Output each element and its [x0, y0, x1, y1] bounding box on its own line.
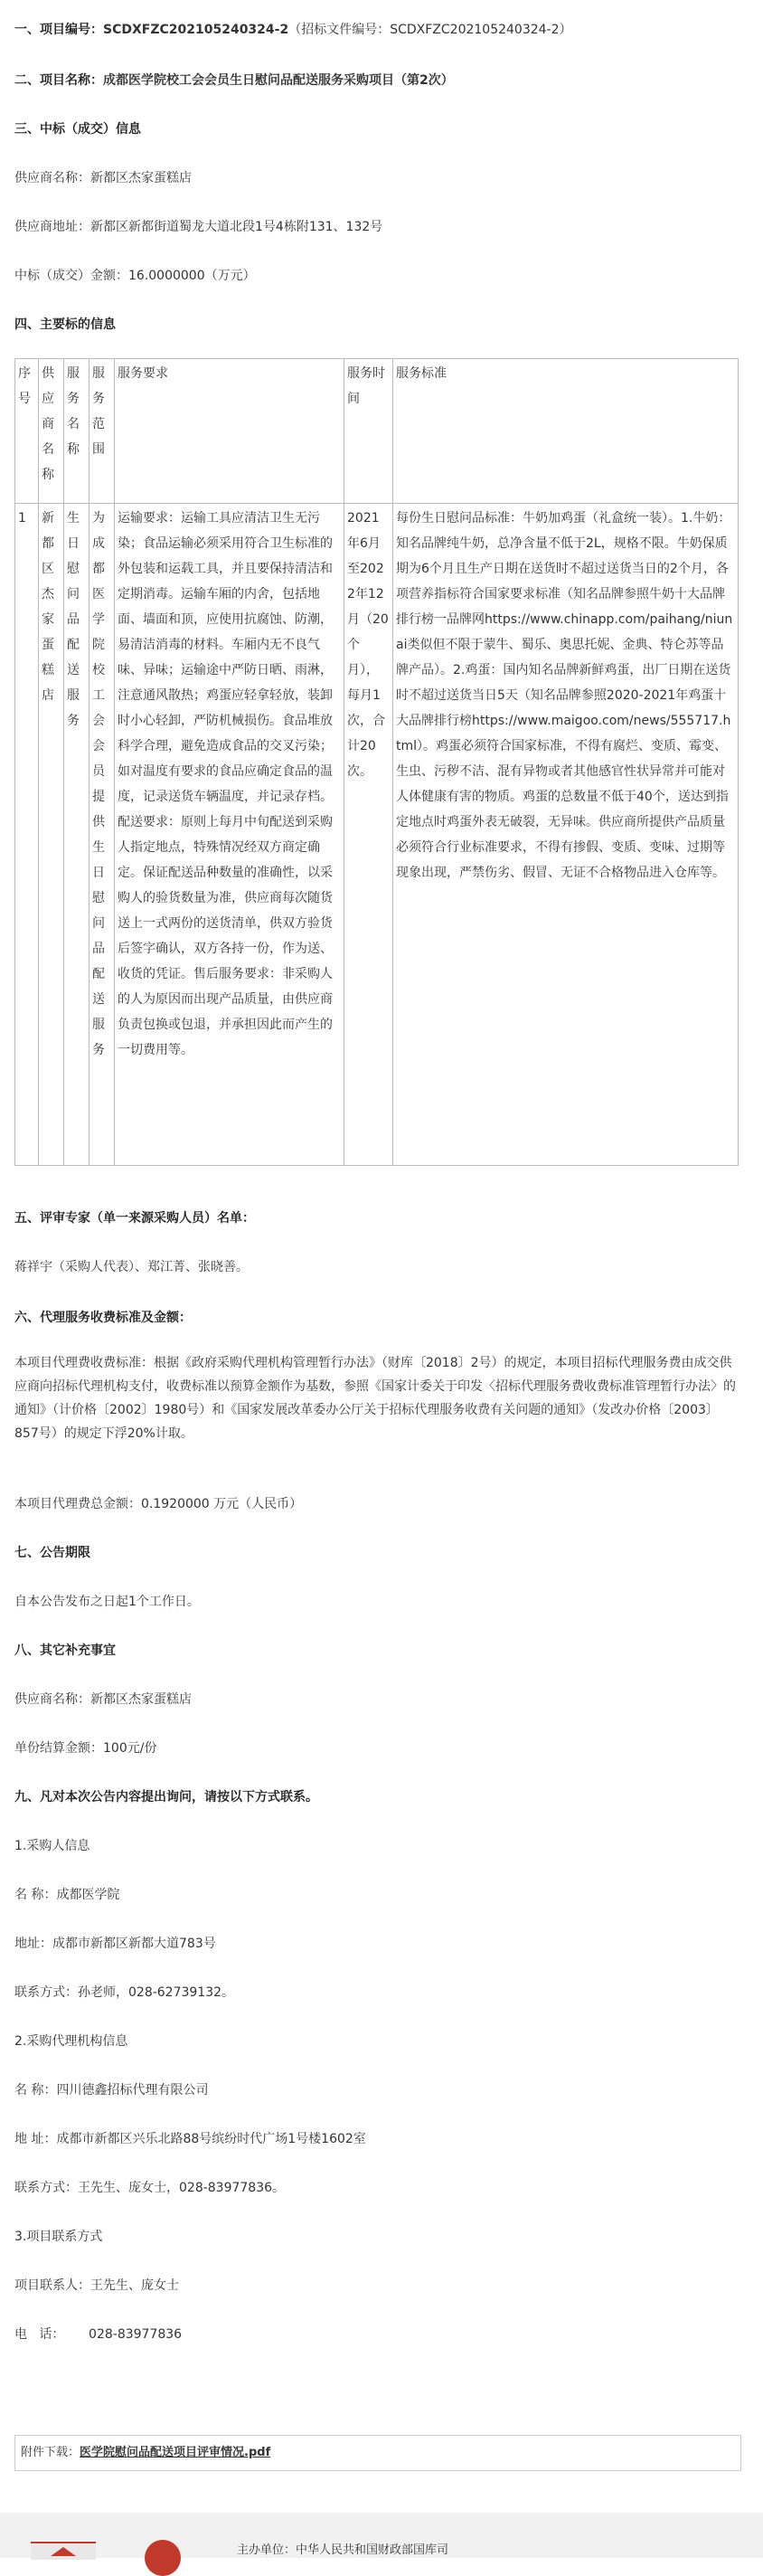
project-phone: 电 话： 028-83977836 — [14, 2327, 183, 2342]
cell-service-scope: 为成都医学院校工会会员提供生日慰问品配送服务 — [89, 504, 115, 1166]
agency-fee-heading: 六、代理服务收费标准及金额： — [14, 1311, 192, 1325]
agency-fee-total: 本项目代理费总金额：0.1920000 万元（人民币） — [14, 1497, 303, 1511]
supplier-address: 供应商地址：新都区新都街道蜀龙大道北段1号4栋附131、132号 — [14, 220, 383, 234]
cell-index: 1 — [15, 504, 39, 1166]
national-emblem-icon — [145, 2540, 181, 2576]
attachment-download-link[interactable]: 医学院慰问品配送项目评审情况.pdf — [80, 2446, 271, 2459]
purchaser-info-title: 1.采购人信息 — [14, 1839, 90, 1853]
experts-heading: 五、评审专家（单一来源采购人员）名单： — [14, 1211, 255, 1226]
header-supplier: 供应商名称 — [39, 359, 64, 504]
header-service-name: 服务名称 — [64, 359, 89, 504]
contact-heading: 九、凡对本次公告内容提出询问，请按以下方式联系。 — [14, 1790, 318, 1804]
notice-period-content: 自本公告发布之日起1个工作日。 — [14, 1595, 200, 1609]
project-contact-person: 项目联系人：王先生、庞女士 — [14, 2278, 179, 2293]
purchaser-contact: 联系方式：孙老师，028-62739132。 — [14, 1985, 235, 2000]
other-matters-heading: 八、其它补充事宜 — [14, 1643, 116, 1658]
ministry-logo-icon — [31, 2542, 96, 2560]
other-supplier-name: 供应商名称：新都区杰家蛋糕店 — [14, 1692, 192, 1707]
site-footer — [0, 2513, 763, 2558]
supplier-name: 供应商名称：新都区杰家蛋糕店 — [14, 171, 192, 185]
project-name-line — [14, 72, 454, 89]
header-requirement: 服务要求 — [115, 359, 344, 504]
subject-info-table — [14, 358, 739, 1166]
project-contact-title: 3.项目联系方式 — [14, 2230, 103, 2244]
header-index: 序号 — [15, 359, 39, 504]
purchaser-name: 名 称：成都医学院 — [14, 1888, 120, 1902]
notice-period-heading: 七、公告期限 — [14, 1546, 90, 1560]
attachment-label: 附件下载： — [21, 2446, 80, 2459]
attachment-box — [14, 2435, 741, 2471]
cell-supplier: 新都区杰家蛋糕店 — [39, 504, 64, 1166]
cell-requirement: 运输要求：运输工具应清洁卫生无污染；食品运输必须采用符合卫生标准的外包装和运载工具，并且要保持清洁和定期消毒。运输车厢的内舍，包括地面、墙面和顶，应使用抗腐蚀、防潮，易清洁消毒的材料。车厢内无不良气味、异味；运输途中严防日晒、雨淋，注意通风散热；鸡蛋应轻拿轻放，装卸时小心轻卸，严防机械损伤。食品堆放科学合理，避免造成食品的交叉污染；如对温度有要求的食品应确定食品的温度，记录送货车辆温度，并记录存档。配送要求：原则上每月中旬配送到采购人指定地点，特殊情况经双方商定确定。保证配送品种数量的准确性，以采购人的验货数量为准，供应商每次随货送上一式两份的送货清单，供双方验货后签字确认，双方各持一份，作为送、收货的凭证。售后服务要求：非采购人的人为原因而出现产品质量，由供应商负责包换或包退，并承担因此而产生的一切费用等。 — [115, 504, 344, 1166]
agency-contact: 联系方式：王先生、庞女士，028-83977836。 — [14, 2181, 286, 2195]
agency-name: 名 称：四川德鑫招标代理有限公司 — [14, 2083, 209, 2098]
purchaser-address: 地址：成都市新都区新都大道783号 — [14, 1937, 216, 1951]
project-number-code: SCDXFZC202105240324-2 — [103, 23, 289, 37]
table-header-row — [15, 359, 739, 504]
project-name-value: 成都医学院校工会会员生日慰问品配送服务采购项目（第2次） — [103, 73, 454, 88]
experts-list: 蒋祥宇（采购人代表）、郑江菁、张晓善。 — [14, 1260, 249, 1274]
cell-service-time: 2021年6月至2022年12月（20个月），每月1次，合计20次。 — [344, 504, 393, 1166]
footer-sponsor-text: 主办单位：中华人民共和国财政部国库司 — [237, 2543, 449, 2557]
unit-price: 单份结算金额：100元/份 — [14, 1741, 157, 1756]
tender-file-number: （招标文件编号：SCDXFZC202105240324-2） — [288, 23, 572, 37]
subject-info-heading: 四、主要标的信息 — [14, 317, 116, 332]
header-standard: 服务标准 — [393, 359, 739, 504]
winning-info-heading: 三、中标（成交）信息 — [14, 122, 141, 137]
project-name-label: 二、项目名称： — [14, 73, 103, 88]
project-number-line — [14, 22, 572, 38]
project-number-label: 一、项目编号： — [14, 23, 103, 37]
table-row — [15, 504, 739, 1166]
agency-info-title: 2.采购代理机构信息 — [14, 2034, 128, 2049]
header-service-time: 服务时间 — [344, 359, 393, 504]
cell-service-name: 生日慰问品配送服务 — [64, 504, 89, 1166]
agency-address: 地 址：成都市新都区兴乐北路88号缤纷时代广场1号楼1602室 — [14, 2132, 366, 2146]
cell-standard: 每份生日慰问品标准：牛奶加鸡蛋（礼盒统一装）。1.牛奶：知名品牌纯牛奶，总净含量不低于2L，规格不限。牛奶保质期为6个月且生产日期在送货时不超过送货当日的2个月，各项营养指标符合国家要求标准（知名品牌参照牛奶十大品牌排行榜一品牌网https://www.chinapp.com/paihang/niunai类似但不限于蒙牛、蜀乐、奥思托妮、金典、特仑苏等品牌产品）。2.鸡蛋：国内知名品牌新鲜鸡蛋，出厂日期在送货时不超过送货当日5天（知名品牌参照2020-2021年鸡蛋十大品牌排行榜https://www.maigoo.com/news/555717.html）。鸡蛋必须符合国家标准，不得有腐烂、变质、霉变、生虫、污秽不洁、混有异物或者其他感官性状异常并可能对人体健康有害的物质。鸡蛋的总数量不低于40个，送达到指定地点时鸡蛋外表无破裂，无异味。供应商所提供产品质量必须符合行业标准要求，不得有掺假、变质、变味、过期等现象出现，严禁伤劣、假冒、无证不合格物品进入仓库等。 — [393, 504, 739, 1166]
agency-fee-standard: 本项目代理费收费标准：根据《政府采购代理机构管理暂行办法》（财库〔2018〕2号）的规定，本项目招标代理服务费由成交供应商向招标代理机构支付，收费标准以预算金额作为基数，参照《国家计委关于印发〈招标代理服务费收费标准管理暂行办法〉的通知》（计价格〔2002〕1980号）和《国家发展改革委办公厅关于招标代理服务收费有关问题的通知》（发改办价格〔2003〕857号）的规定下浮20%计取。 — [14, 1356, 736, 1441]
header-service-scope: 服务范围 — [89, 359, 115, 504]
bid-amount: 中标（成交）金额：16.0000000（万元） — [14, 269, 256, 283]
